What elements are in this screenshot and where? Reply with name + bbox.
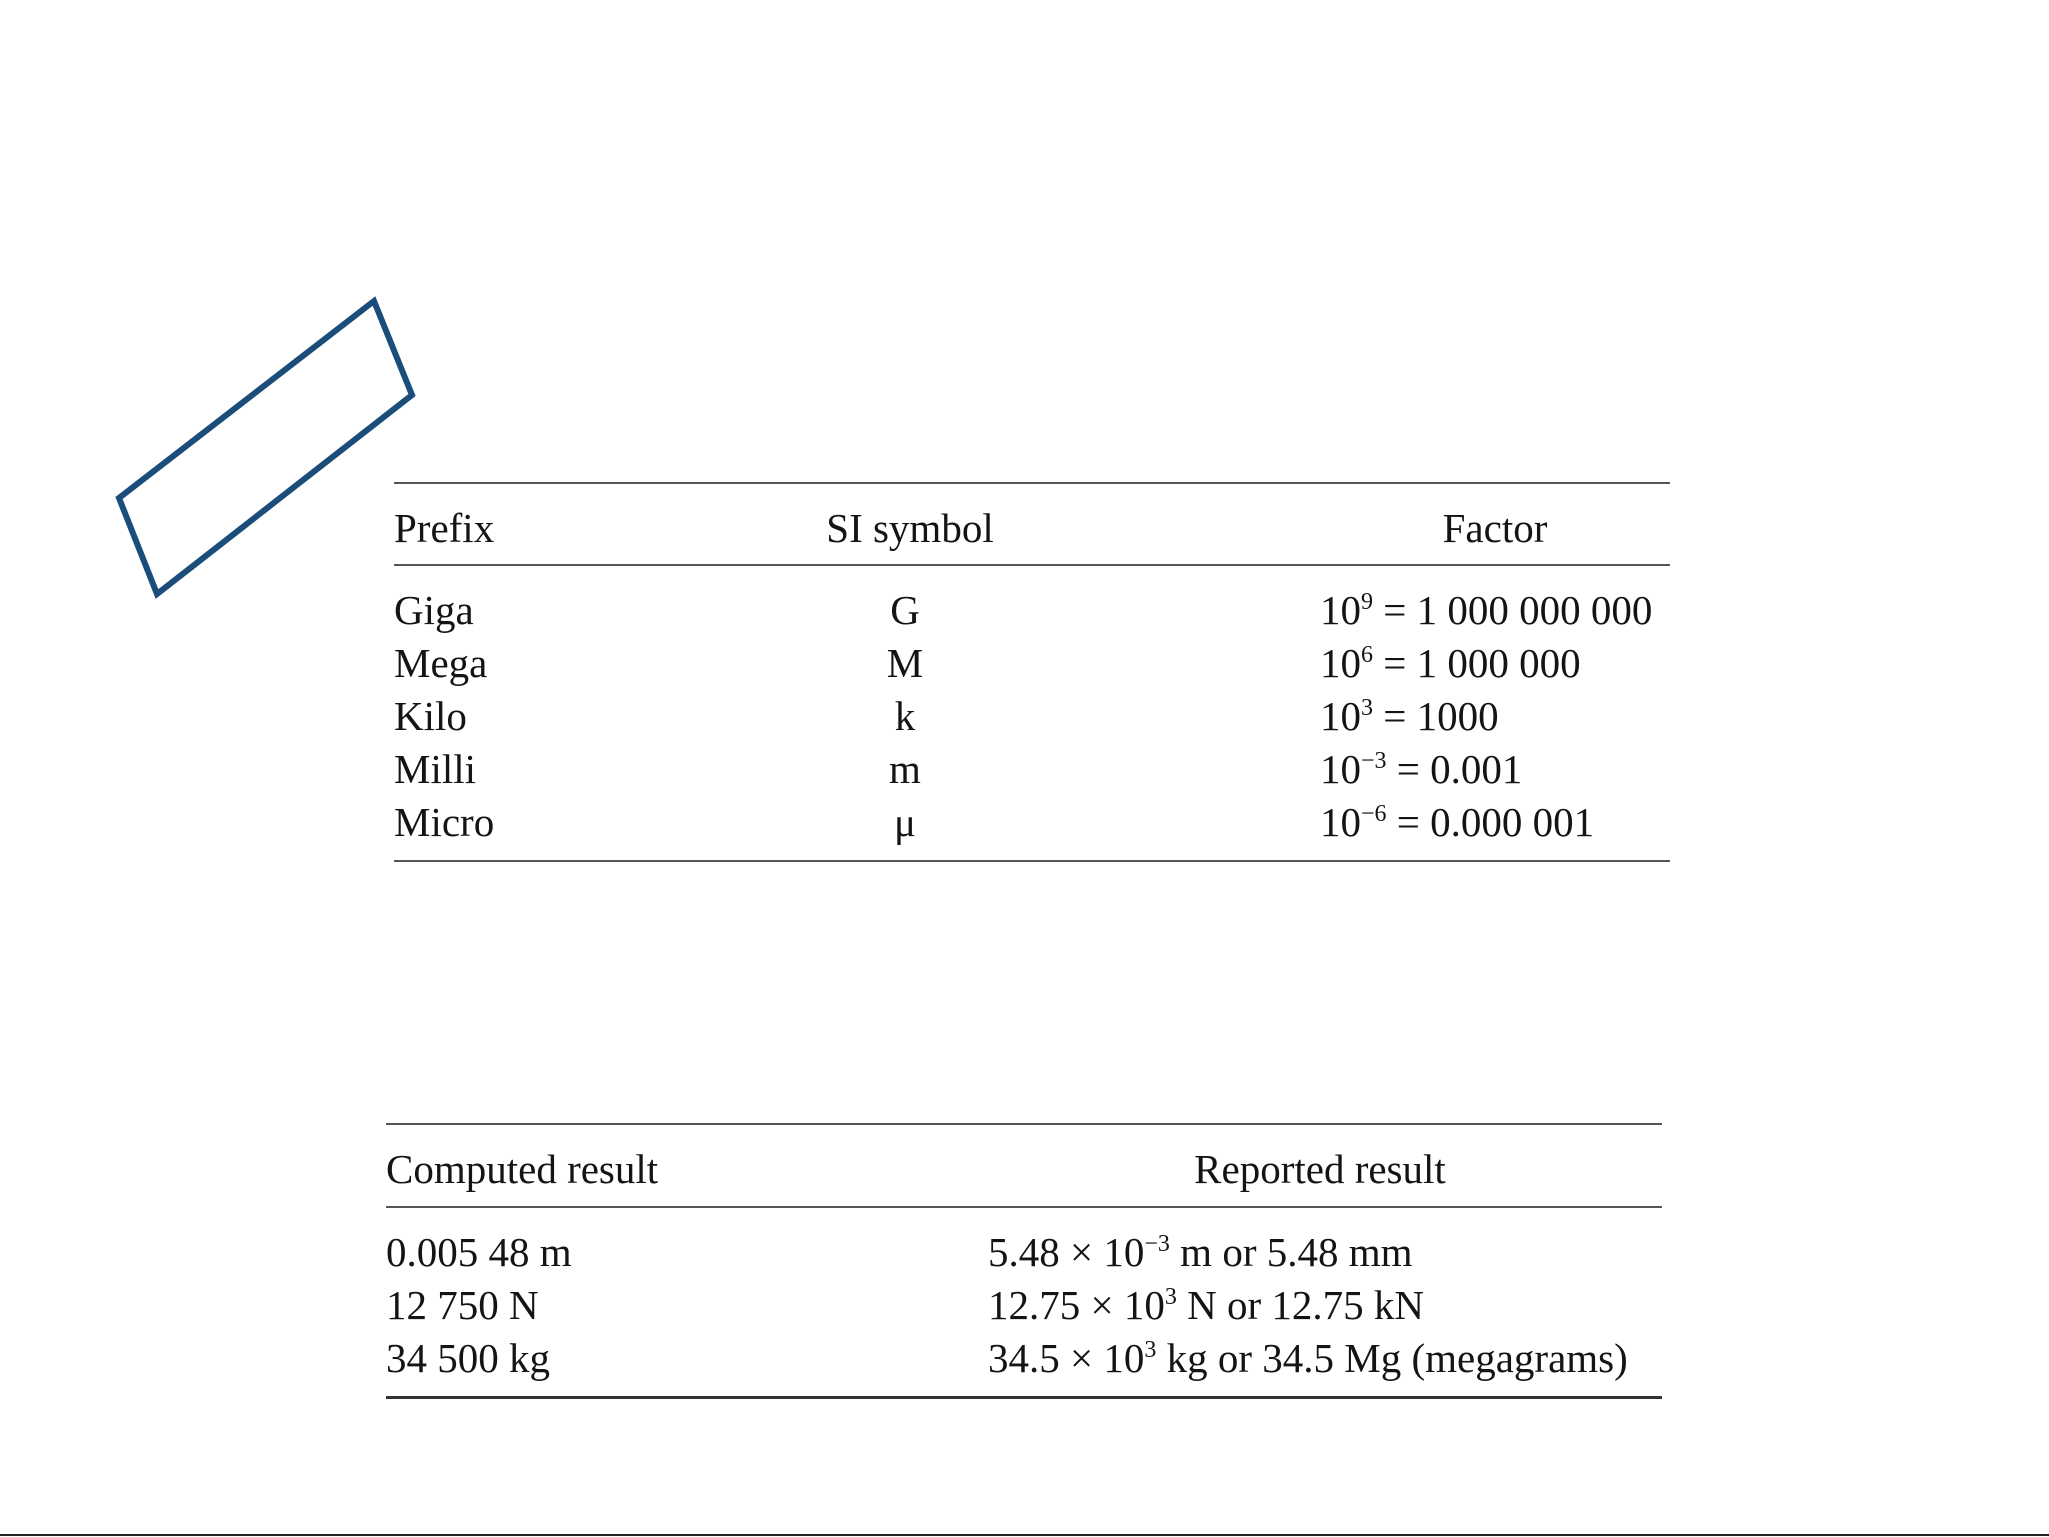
factor-giga-value: = 1 000 000 000 — [1373, 587, 1653, 633]
symbol-kilo: k — [894, 693, 916, 739]
prefix-header: Prefix — [394, 505, 495, 551]
prefix-milli: Milli — [394, 746, 477, 792]
factor-milli-exponent: −3 — [1361, 748, 1387, 774]
prefix-giga: Giga — [394, 587, 474, 633]
prefix-kilo: Kilo — [394, 693, 467, 739]
results-table-top-rule — [386, 1123, 1662, 1125]
factor-kilo-base: 10 — [1320, 693, 1361, 739]
factor-kilo-value: = 1000 — [1373, 693, 1499, 739]
computed-result-2: 12 750 N — [386, 1282, 539, 1328]
symbol-milli: m — [889, 746, 921, 792]
reported-result-3-text: kg or 34.5 Mg (megagrams) — [1156, 1335, 1628, 1381]
symbol-mega: M — [886, 640, 924, 686]
prefix-table-top-rule — [394, 482, 1670, 484]
reported-result-2-mantissa: 12.75 × 10 — [988, 1282, 1165, 1328]
reported-result-1-text: m or 5.48 mm — [1169, 1229, 1413, 1275]
reported-result-1 — [988, 1226, 1413, 1278]
factor-mega-exponent: 6 — [1361, 642, 1373, 668]
prefix-micro: Micro — [394, 799, 495, 845]
factor-kilo — [1320, 690, 1499, 742]
reported-result-2-text: N or 12.75 kN — [1176, 1282, 1424, 1328]
results-table-header-rule — [386, 1206, 1662, 1208]
callout-outline-shape — [119, 301, 412, 594]
si-symbol-header: SI symbol — [826, 505, 994, 551]
computed-result-header: Computed result — [386, 1146, 659, 1192]
reported-result-3 — [988, 1332, 1628, 1384]
prefix-table-header-rule — [394, 564, 1670, 566]
factor-giga-base: 10 — [1320, 587, 1361, 633]
symbol-micro: μ — [894, 799, 916, 845]
reported-result-1-mantissa: 5.48 × 10 — [988, 1229, 1145, 1275]
factor-kilo-exponent: 3 — [1361, 695, 1373, 721]
factor-milli-base: 10 — [1320, 746, 1361, 792]
factor-milli-value: = 0.001 — [1386, 746, 1523, 792]
page-bottom-divider — [0, 1534, 2049, 1536]
factor-micro-exponent: −6 — [1361, 801, 1387, 827]
factor-header: Factor — [1442, 505, 1548, 551]
factor-mega — [1320, 637, 1581, 689]
factor-micro — [1320, 796, 1594, 848]
factor-micro-base: 10 — [1320, 799, 1361, 845]
factor-micro-value: = 0.000 001 — [1386, 799, 1595, 845]
symbol-giga: G — [890, 587, 920, 633]
reported-result-3-exponent: 3 — [1144, 1337, 1157, 1363]
factor-mega-value: = 1 000 000 — [1373, 640, 1581, 686]
computed-result-1: 0.005 48 m — [386, 1229, 572, 1275]
prefix-mega: Mega — [394, 640, 488, 686]
prefix-table-bottom-rule — [394, 860, 1670, 862]
reported-result-2 — [988, 1279, 1424, 1331]
factor-milli — [1320, 743, 1522, 795]
reported-result-1-exponent: −3 — [1144, 1231, 1170, 1257]
reported-result-header: Reported result — [1194, 1146, 1446, 1192]
factor-mega-base: 10 — [1320, 640, 1361, 686]
factor-giga — [1320, 584, 1652, 636]
factor-giga-exponent: 9 — [1361, 589, 1373, 615]
computed-result-3: 34 500 kg — [386, 1335, 550, 1381]
reported-result-3-mantissa: 34.5 × 10 — [988, 1335, 1145, 1381]
results-table-bottom-rule — [386, 1396, 1662, 1399]
reported-result-2-exponent: 3 — [1164, 1284, 1177, 1310]
